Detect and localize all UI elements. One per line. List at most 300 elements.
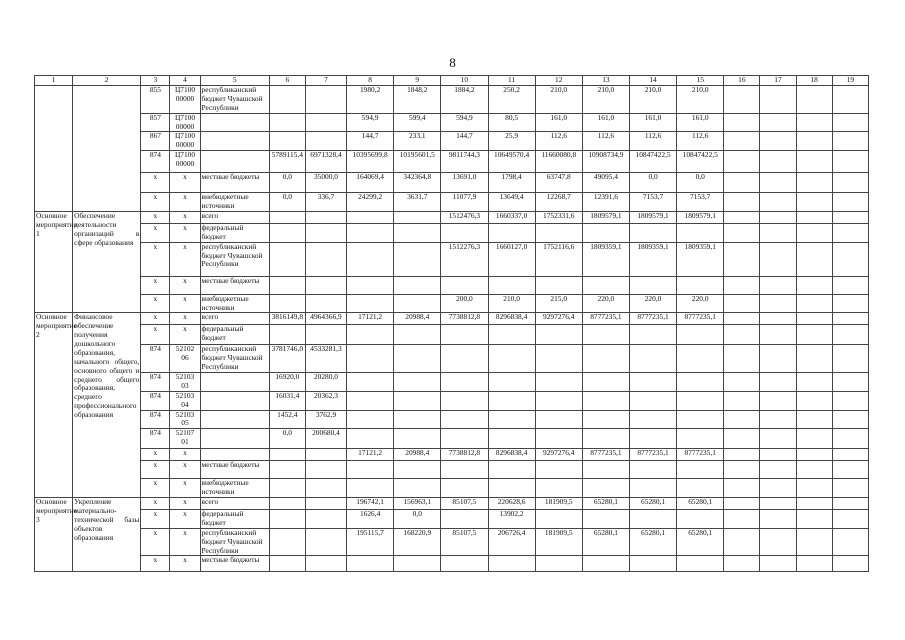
cell-c13: 8777235,1 xyxy=(582,449,629,461)
cell-c5: федеральный бюджет xyxy=(200,510,269,529)
cell-c13: 210,0 xyxy=(582,86,629,114)
table-row xyxy=(35,86,869,114)
cell-c14 xyxy=(629,556,676,572)
cell-c5: внебюджетные источники xyxy=(200,294,269,313)
cell-c18 xyxy=(796,86,832,114)
cell-c16 xyxy=(724,173,760,193)
column-number-2: 2 xyxy=(73,76,141,86)
cell-c4: x xyxy=(170,510,200,529)
cell-c16 xyxy=(724,211,760,223)
cell-c3: 857 xyxy=(141,113,170,132)
cell-c11: 80,5 xyxy=(488,113,535,132)
cell-c10 xyxy=(441,325,488,345)
cell-c16 xyxy=(724,373,760,392)
cell-c16 xyxy=(724,223,760,242)
cell-c6: 3816149,8 xyxy=(269,313,305,325)
cell-c7: 336,7 xyxy=(305,193,346,212)
cell-c5 xyxy=(200,410,269,429)
cell-c14 xyxy=(629,276,676,294)
cell-c4: 52107 01 xyxy=(170,429,200,449)
cell-c11 xyxy=(488,391,535,410)
cell-c4: Ц7100 00000 xyxy=(170,151,200,173)
cell-c5: местные бюджеты xyxy=(200,173,269,193)
cell-c19 xyxy=(832,113,868,132)
cell-c14: 65280,1 xyxy=(629,528,676,556)
cell-c13 xyxy=(582,223,629,242)
cell-c13: 1809579,1 xyxy=(582,211,629,223)
cell-c10 xyxy=(441,510,488,529)
cell-c8 xyxy=(347,211,394,223)
description-cell xyxy=(73,86,141,212)
cell-c9 xyxy=(394,429,441,449)
cell-c19 xyxy=(832,223,868,242)
cell-c14 xyxy=(629,429,676,449)
cell-c8: 17121,2 xyxy=(347,449,394,461)
cell-c8 xyxy=(347,345,394,373)
cell-c18 xyxy=(796,151,832,173)
cell-c19 xyxy=(832,325,868,345)
cell-c15: 220,0 xyxy=(677,294,724,313)
cell-c13: 1809359,1 xyxy=(582,242,629,276)
cell-c14: 220,0 xyxy=(629,294,676,313)
cell-c18 xyxy=(796,345,832,373)
cell-c9 xyxy=(394,294,441,313)
column-number-4: 4 xyxy=(170,76,200,86)
cell-c16 xyxy=(724,498,760,510)
table-row xyxy=(35,449,869,461)
cell-c12 xyxy=(535,325,582,345)
cell-c3: x xyxy=(141,479,170,498)
cell-c4: x xyxy=(170,313,200,325)
cell-c6 xyxy=(269,461,305,479)
cell-c19 xyxy=(832,294,868,313)
cell-c18 xyxy=(796,556,832,572)
cell-c6: 16920,0 xyxy=(269,373,305,392)
cell-c7 xyxy=(305,86,346,114)
cell-c17 xyxy=(760,151,796,173)
cell-c6 xyxy=(269,223,305,242)
cell-c10: 85107,5 xyxy=(441,528,488,556)
cell-c18 xyxy=(796,429,832,449)
cell-c17 xyxy=(760,528,796,556)
column-number-16: 16 xyxy=(724,76,760,86)
cell-c14 xyxy=(629,479,676,498)
cell-c6: 1452,4 xyxy=(269,410,305,429)
cell-c18 xyxy=(796,461,832,479)
cell-c9: 0,0 xyxy=(394,510,441,529)
cell-c18 xyxy=(796,211,832,223)
cell-c16 xyxy=(724,313,760,325)
cell-c4: 52103 05 xyxy=(170,410,200,429)
cell-c3: x xyxy=(141,325,170,345)
cell-c15: 161,0 xyxy=(677,113,724,132)
cell-c5: федеральный бюджет xyxy=(200,223,269,242)
cell-c9: 10195601,5 xyxy=(394,151,441,173)
cell-c7 xyxy=(305,528,346,556)
cell-c9: 342364,8 xyxy=(394,173,441,193)
cell-c12 xyxy=(535,391,582,410)
cell-c11: 1660127,0 xyxy=(488,242,535,276)
cell-c10 xyxy=(441,410,488,429)
cell-c13 xyxy=(582,345,629,373)
cell-c6 xyxy=(269,528,305,556)
cell-c11 xyxy=(488,556,535,572)
cell-c3: x xyxy=(141,498,170,510)
cell-c11 xyxy=(488,373,535,392)
cell-c18 xyxy=(796,223,832,242)
cell-c6 xyxy=(269,242,305,276)
cell-c10: 144,7 xyxy=(441,132,488,151)
cell-c5: внебюджетные источники xyxy=(200,479,269,498)
cell-c10 xyxy=(441,556,488,572)
cell-c12 xyxy=(535,345,582,373)
cell-c10: 7738812,8 xyxy=(441,449,488,461)
cell-c3: x xyxy=(141,193,170,212)
cell-c12: 9297276,4 xyxy=(535,313,582,325)
cell-c17 xyxy=(760,86,796,114)
cell-c9: 3631,7 xyxy=(394,193,441,212)
table-row xyxy=(35,313,869,325)
cell-c7: 20280,0 xyxy=(305,373,346,392)
cell-c12 xyxy=(535,556,582,572)
cell-c4: 52102 06 xyxy=(170,345,200,373)
cell-c14: 210,0 xyxy=(629,86,676,114)
cell-c17 xyxy=(760,449,796,461)
cell-c19 xyxy=(832,556,868,572)
cell-c5: местные бюджеты xyxy=(200,461,269,479)
cell-c17 xyxy=(760,325,796,345)
cell-c16 xyxy=(724,556,760,572)
description-cell: Финансовое обеспечение получения дошкольного образования, начального общего, основного общего и среднего общего образования, среднего профессионального образования xyxy=(73,313,141,498)
cell-c17 xyxy=(760,113,796,132)
cell-c16 xyxy=(724,151,760,173)
cell-c12: 9297276,4 xyxy=(535,449,582,461)
cell-c15 xyxy=(677,223,724,242)
cell-c10: 200,0 xyxy=(441,294,488,313)
cell-c16 xyxy=(724,479,760,498)
cell-c5 xyxy=(200,429,269,449)
cell-c11: 210,0 xyxy=(488,294,535,313)
cell-c8: 164069,4 xyxy=(347,173,394,193)
cell-c4: Ц7100 00000 xyxy=(170,132,200,151)
cell-c15 xyxy=(677,510,724,529)
cell-c3: x xyxy=(141,276,170,294)
cell-c8 xyxy=(347,373,394,392)
cell-c3: x xyxy=(141,528,170,556)
cell-c14 xyxy=(629,510,676,529)
cell-c9 xyxy=(394,410,441,429)
cell-c18 xyxy=(796,479,832,498)
cell-c8: 144,7 xyxy=(347,132,394,151)
cell-c3: 874 xyxy=(141,410,170,429)
cell-c8 xyxy=(347,429,394,449)
cell-c19 xyxy=(832,211,868,223)
budget-table xyxy=(34,75,869,572)
cell-c13: 49095,4 xyxy=(582,173,629,193)
table-row xyxy=(35,223,869,242)
cell-c15 xyxy=(677,461,724,479)
column-number-14: 14 xyxy=(629,76,676,86)
cell-c17 xyxy=(760,373,796,392)
cell-c3: x xyxy=(141,211,170,223)
cell-c7: 3762,9 xyxy=(305,410,346,429)
cell-c3: 855 xyxy=(141,86,170,114)
cell-c6 xyxy=(269,276,305,294)
cell-c5 xyxy=(200,373,269,392)
column-number-18: 18 xyxy=(796,76,832,86)
cell-c3: x xyxy=(141,242,170,276)
cell-c8: 195115,7 xyxy=(347,528,394,556)
cell-c4: x xyxy=(170,479,200,498)
column-number-13: 13 xyxy=(582,76,629,86)
cell-c17 xyxy=(760,223,796,242)
cell-c12: 63747,8 xyxy=(535,173,582,193)
cell-c3: 867 xyxy=(141,132,170,151)
cell-c19 xyxy=(832,429,868,449)
cell-c19 xyxy=(832,313,868,325)
cell-c8 xyxy=(347,325,394,345)
cell-c17 xyxy=(760,556,796,572)
cell-c3: 874 xyxy=(141,373,170,392)
cell-c18 xyxy=(796,528,832,556)
cell-c18 xyxy=(796,173,832,193)
table-row xyxy=(35,510,869,529)
cell-c5: внебюджетные источники xyxy=(200,193,269,212)
cell-c17 xyxy=(760,242,796,276)
cell-c13: 10908734,9 xyxy=(582,151,629,173)
cell-c8: 10395699,8 xyxy=(347,151,394,173)
cell-c16 xyxy=(724,276,760,294)
cell-c16 xyxy=(724,86,760,114)
cell-c6: 5789115,4 xyxy=(269,151,305,173)
measure-cell: Основное мероприятие 3 xyxy=(35,498,73,572)
table-row xyxy=(35,498,869,510)
cell-c8 xyxy=(347,479,394,498)
table-row xyxy=(35,132,869,151)
cell-c10: 9811744,3 xyxy=(441,151,488,173)
measure-cell: Основное мероприятие 1 xyxy=(35,211,73,313)
cell-c18 xyxy=(796,276,832,294)
cell-c13: 112,6 xyxy=(582,132,629,151)
cell-c16 xyxy=(724,294,760,313)
table-row xyxy=(35,325,869,345)
cell-c15: 1809579,1 xyxy=(677,211,724,223)
cell-c8: 17121,2 xyxy=(347,313,394,325)
cell-c14: 0,0 xyxy=(629,173,676,193)
cell-c18 xyxy=(796,391,832,410)
cell-c16 xyxy=(724,429,760,449)
cell-c18 xyxy=(796,373,832,392)
cell-c16 xyxy=(724,345,760,373)
cell-c16 xyxy=(724,461,760,479)
cell-c5 xyxy=(200,151,269,173)
cell-c16 xyxy=(724,391,760,410)
cell-c17 xyxy=(760,391,796,410)
cell-c18 xyxy=(796,510,832,529)
cell-c15: 8777235,1 xyxy=(677,313,724,325)
cell-c10 xyxy=(441,276,488,294)
cell-c19 xyxy=(832,391,868,410)
cell-c9 xyxy=(394,223,441,242)
cell-c16 xyxy=(724,242,760,276)
cell-c10: 1512276,3 xyxy=(441,242,488,276)
cell-c12 xyxy=(535,410,582,429)
cell-c6 xyxy=(269,132,305,151)
cell-c4: 52103 04 xyxy=(170,391,200,410)
cell-c5: республиканский бюджет Чувашской Республики xyxy=(200,528,269,556)
cell-c8: 594,9 xyxy=(347,113,394,132)
cell-c13 xyxy=(582,429,629,449)
cell-c6 xyxy=(269,479,305,498)
cell-c18 xyxy=(796,132,832,151)
cell-c14: 161,0 xyxy=(629,113,676,132)
cell-c7: 4533281,3 xyxy=(305,345,346,373)
cell-c15 xyxy=(677,556,724,572)
cell-c13 xyxy=(582,510,629,529)
cell-c14: 1809359,1 xyxy=(629,242,676,276)
cell-c11 xyxy=(488,429,535,449)
cell-c18 xyxy=(796,193,832,212)
cell-c6: 16031,4 xyxy=(269,391,305,410)
cell-c8: 196742,1 xyxy=(347,498,394,510)
cell-c11: 1798,4 xyxy=(488,173,535,193)
cell-c14 xyxy=(629,325,676,345)
cell-c7: 6971328,4 xyxy=(305,151,346,173)
column-number-row xyxy=(35,76,869,86)
cell-c8: 1626,4 xyxy=(347,510,394,529)
cell-c6 xyxy=(269,510,305,529)
cell-c15: 8777235,1 xyxy=(677,449,724,461)
cell-c11: 250,2 xyxy=(488,86,535,114)
cell-c18 xyxy=(796,242,832,276)
cell-c11 xyxy=(488,223,535,242)
cell-c7: 20362,3 xyxy=(305,391,346,410)
cell-c18 xyxy=(796,113,832,132)
cell-c9 xyxy=(394,211,441,223)
cell-c13: 12391,6 xyxy=(582,193,629,212)
cell-c12: 1752331,6 xyxy=(535,211,582,223)
cell-c19 xyxy=(832,173,868,193)
cell-c15 xyxy=(677,410,724,429)
cell-c10: 7738812,8 xyxy=(441,313,488,325)
cell-c11 xyxy=(488,325,535,345)
cell-c3: x xyxy=(141,173,170,193)
cell-c10: 594,9 xyxy=(441,113,488,132)
cell-c17 xyxy=(760,510,796,529)
column-number-3: 3 xyxy=(141,76,170,86)
cell-c19 xyxy=(832,479,868,498)
cell-c19 xyxy=(832,528,868,556)
cell-c19 xyxy=(832,345,868,373)
measure-cell xyxy=(35,86,73,212)
cell-c10 xyxy=(441,223,488,242)
cell-c5 xyxy=(200,449,269,461)
cell-c3: 874 xyxy=(141,151,170,173)
cell-c10 xyxy=(441,345,488,373)
cell-c7 xyxy=(305,242,346,276)
cell-c8 xyxy=(347,391,394,410)
column-number-8: 8 xyxy=(347,76,394,86)
cell-c12: 112,6 xyxy=(535,132,582,151)
cell-c9 xyxy=(394,461,441,479)
cell-c19 xyxy=(832,410,868,429)
cell-c12 xyxy=(535,510,582,529)
column-number-12: 12 xyxy=(535,76,582,86)
cell-c15 xyxy=(677,345,724,373)
cell-c4: x xyxy=(170,449,200,461)
description-cell: Укрепление материально-технической базы объектов образования xyxy=(73,498,141,572)
cell-c18 xyxy=(796,410,832,429)
cell-c12 xyxy=(535,479,582,498)
cell-c19 xyxy=(832,151,868,173)
cell-c10 xyxy=(441,391,488,410)
cell-c4: x xyxy=(170,498,200,510)
cell-c11 xyxy=(488,345,535,373)
cell-c11 xyxy=(488,276,535,294)
cell-c18 xyxy=(796,449,832,461)
table-row xyxy=(35,373,869,392)
cell-c14: 1809579,1 xyxy=(629,211,676,223)
cell-c17 xyxy=(760,193,796,212)
cell-c4: Ц7100 00000 xyxy=(170,86,200,114)
cell-c3: x xyxy=(141,461,170,479)
cell-c9: 156963,1 xyxy=(394,498,441,510)
cell-c8 xyxy=(347,461,394,479)
column-number-9: 9 xyxy=(394,76,441,86)
table-row xyxy=(35,193,869,212)
cell-c16 xyxy=(724,113,760,132)
table-row xyxy=(35,211,869,223)
cell-c7 xyxy=(305,556,346,572)
cell-c14 xyxy=(629,410,676,429)
cell-c7 xyxy=(305,132,346,151)
table-row xyxy=(35,556,869,572)
cell-c9: 20988,4 xyxy=(394,313,441,325)
cell-c17 xyxy=(760,211,796,223)
cell-c8 xyxy=(347,410,394,429)
cell-c17 xyxy=(760,173,796,193)
cell-c7 xyxy=(305,461,346,479)
cell-c4: x xyxy=(170,325,200,345)
cell-c13 xyxy=(582,391,629,410)
cell-c15 xyxy=(677,429,724,449)
cell-c8: 1980,2 xyxy=(347,86,394,114)
column-number-5: 5 xyxy=(200,76,269,86)
cell-c16 xyxy=(724,193,760,212)
cell-c3: x xyxy=(141,313,170,325)
table-row xyxy=(35,151,869,173)
cell-c15: 112,6 xyxy=(677,132,724,151)
table-row xyxy=(35,242,869,276)
cell-c11: 1660337,0 xyxy=(488,211,535,223)
cell-c14: 7153,7 xyxy=(629,193,676,212)
cell-c13: 8777235,1 xyxy=(582,313,629,325)
cell-c12: 210,0 xyxy=(535,86,582,114)
cell-c7 xyxy=(305,113,346,132)
table-row xyxy=(35,429,869,449)
cell-c18 xyxy=(796,325,832,345)
cell-c19 xyxy=(832,242,868,276)
cell-c12: 11660080,8 xyxy=(535,151,582,173)
cell-c6 xyxy=(269,211,305,223)
cell-c12: 1752116,6 xyxy=(535,242,582,276)
cell-c10: 1512476,3 xyxy=(441,211,488,223)
cell-c14 xyxy=(629,461,676,479)
cell-c19 xyxy=(832,132,868,151)
cell-c9 xyxy=(394,391,441,410)
cell-c3: 874 xyxy=(141,345,170,373)
measure-cell: Основное мероприятие 2 xyxy=(35,313,73,498)
